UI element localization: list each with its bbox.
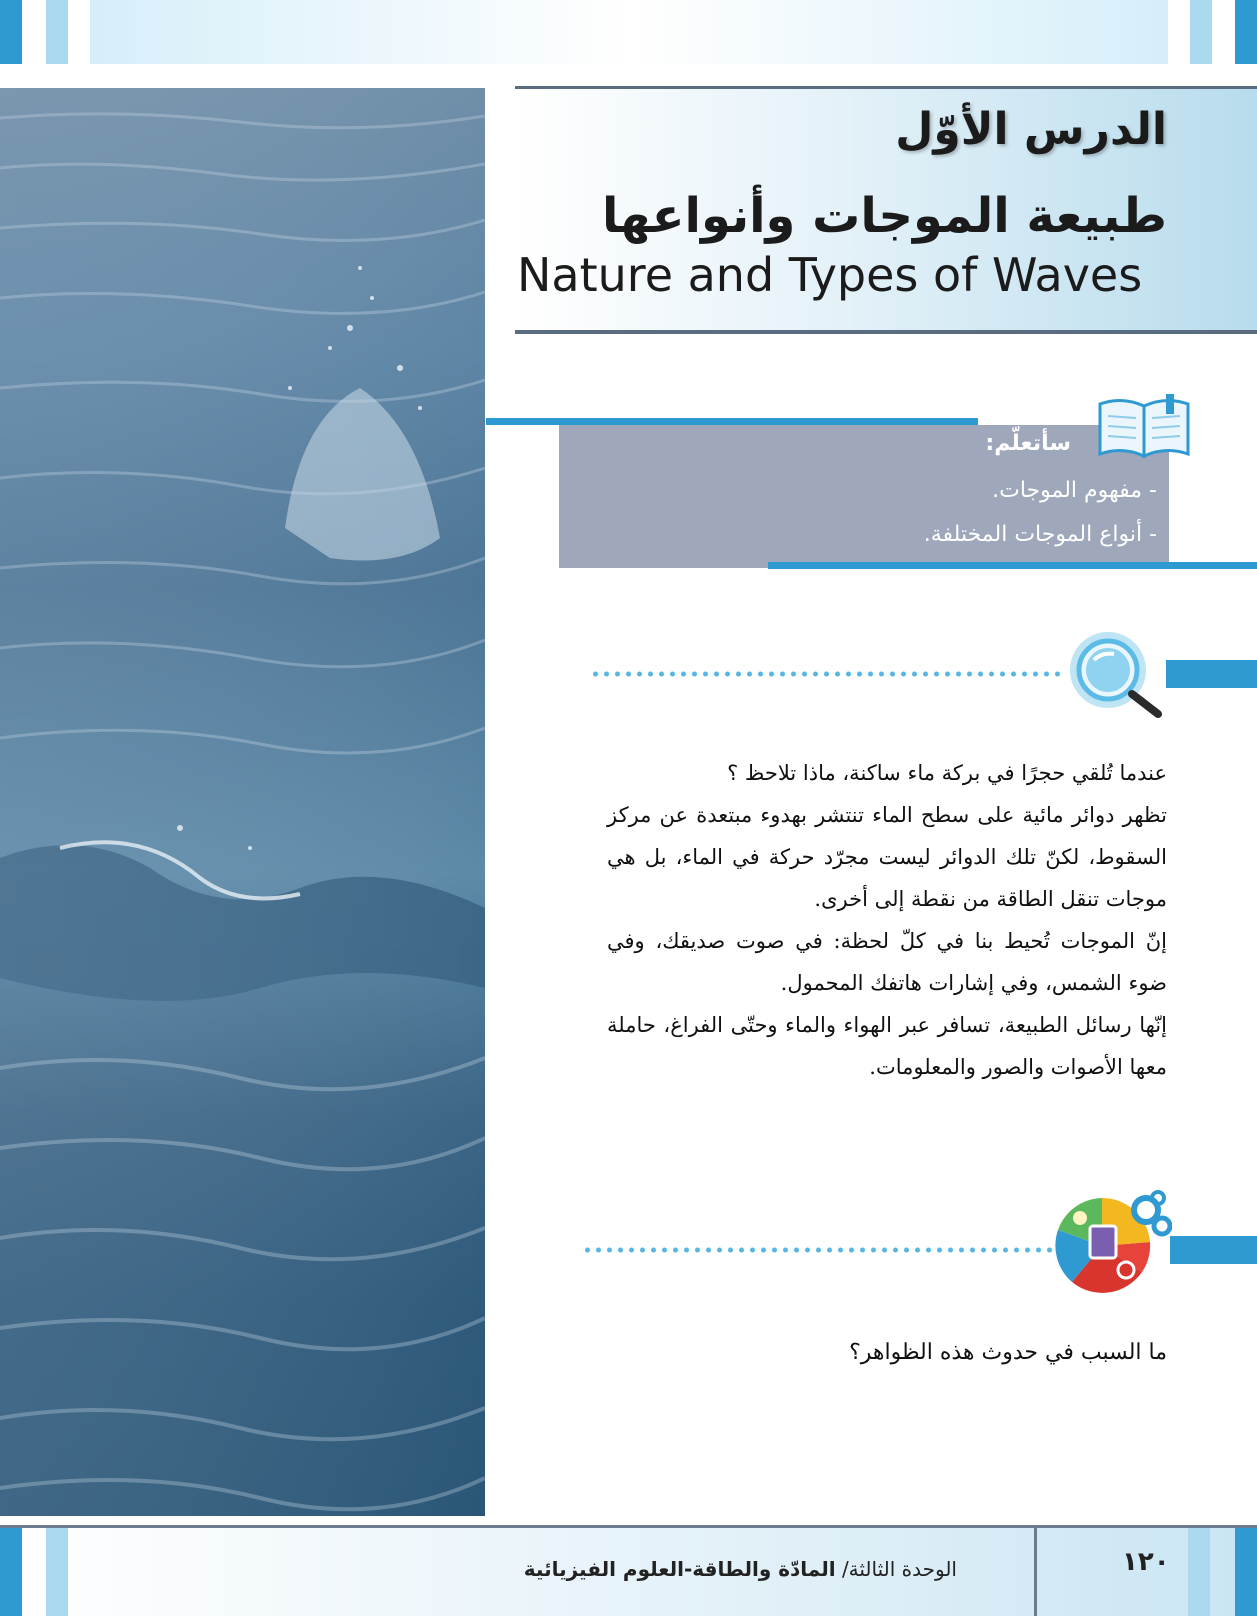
paragraph-line: إنّ الموجات تُحيط بنا في كلّ لحظة: في صوت صديقك، وفي ضوء الشمس، وفي إشارات هاتفك المحمول.	[607, 929, 1167, 995]
objectives-rule-bottom	[768, 562, 1257, 569]
band-stripe	[0, 0, 22, 64]
objective-item: - مفهوم الموجات.	[992, 478, 1157, 503]
book-icon	[1096, 392, 1192, 462]
magnifier-icon	[1064, 628, 1172, 720]
title-rule-bottom	[515, 330, 1257, 334]
footer-stripe	[0, 1528, 22, 1616]
objective-item: - أنواع الموجات المختلفة.	[923, 522, 1157, 547]
band-stripe	[1190, 0, 1212, 64]
guiding-question: ما السبب في حدوث هذه الظواهر؟	[849, 1340, 1167, 1365]
section-bar	[1170, 1236, 1257, 1264]
footer-unit-title	[524, 1557, 957, 1581]
paragraph-line: عندما تُلقي حجرًا في بركة ماء ساكنة، ماذا تلاحظ ؟	[727, 761, 1167, 785]
science-circle-icon	[1050, 1186, 1172, 1302]
footer-stripe	[1235, 1528, 1257, 1616]
footer-subject: المادّة والطاقة-العلوم الفيزيائية	[523, 1557, 836, 1581]
paragraph-line: إنّها رسائل الطبيعة، تسافر عبر الهواء والماء وحتّى الفراغ، حاملة معها الأصوات والصور والمعلومات.	[607, 1013, 1167, 1079]
lesson-title-arabic: طبيعة الموجات وأنواعها	[602, 188, 1167, 244]
dotted-divider	[582, 1246, 1052, 1254]
band-stripe	[46, 0, 68, 64]
band-gradient	[90, 0, 1168, 64]
footer-stripe	[1188, 1528, 1210, 1616]
dotted-divider	[590, 670, 1060, 678]
water-splash-photo	[0, 88, 485, 1516]
paragraph-line: تظهر دوائر مائية على سطح الماء تنتشر بهدوء مبتعدة عن مركز السقوط، لكنّ تلك الدوائر ليست مجرّد حركة في الماء، بل هي موجات تنقل الطاقة من نقطة إلى أخرى.	[607, 803, 1167, 911]
page-number: ١٢٠	[1122, 1547, 1170, 1577]
lesson-number: الدرس الأوّل	[895, 104, 1167, 155]
objectives-rule-top	[486, 418, 978, 425]
section-bar	[1166, 660, 1257, 688]
top-band	[0, 0, 1257, 64]
band-stripe	[1235, 0, 1257, 64]
lesson-title-english: Nature and Types of Waves	[517, 248, 1143, 302]
intro-paragraph	[607, 752, 1167, 1088]
footer-separator	[1034, 1528, 1037, 1616]
title-rule-top	[515, 86, 1257, 89]
objectives-heading: سأتعلّم:	[985, 431, 1071, 456]
footer-unit: الوحدة الثالثة/	[841, 1557, 957, 1581]
footer-stripe	[46, 1528, 68, 1616]
